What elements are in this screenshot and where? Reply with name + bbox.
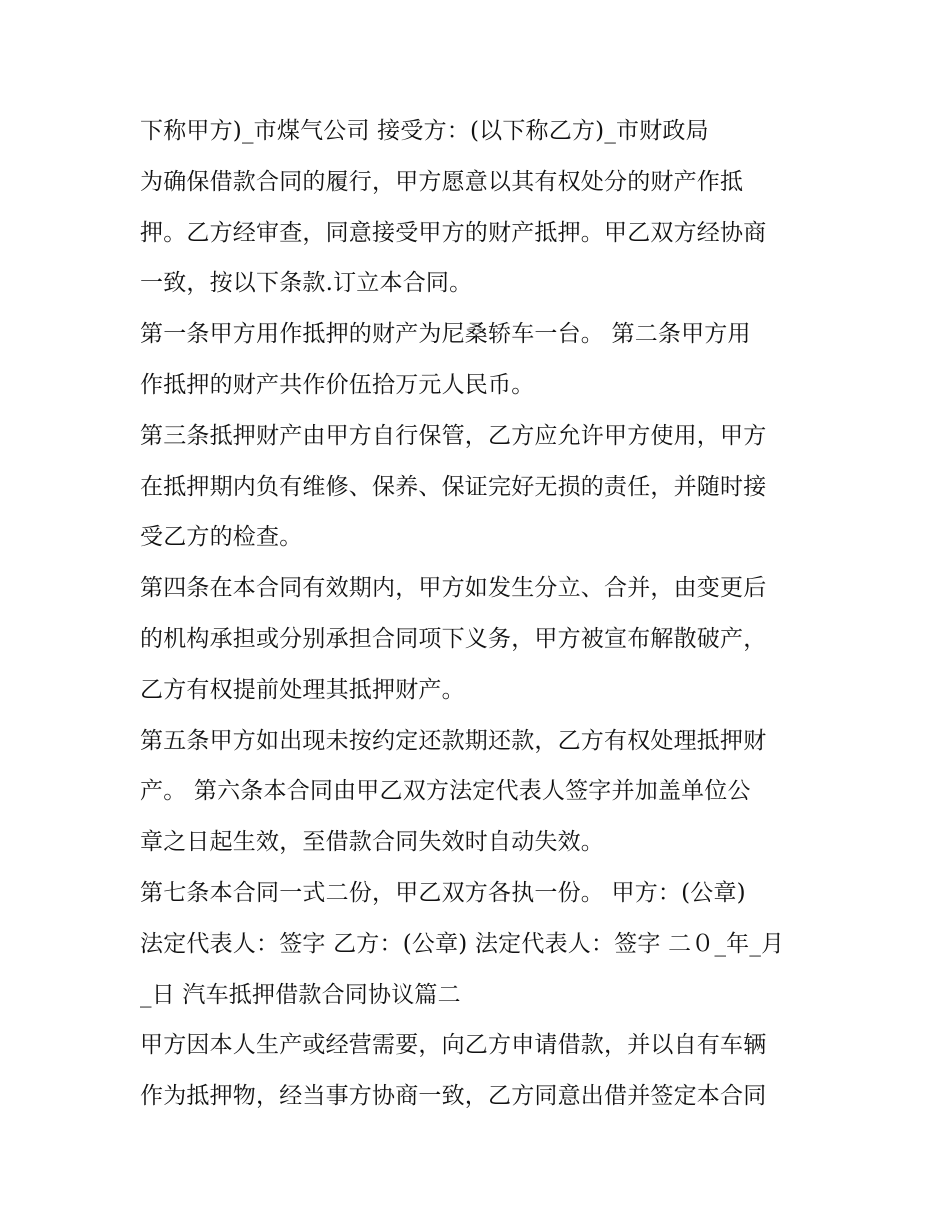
text-line: 受乙方的检查。 [140,524,303,551]
text-line: 第三条抵押财产由甲方自行保管，乙方应允许甲方使用，甲方 [140,422,767,449]
text-line: 乙方有权提前处理其抵押财产。 [140,676,465,703]
text-line: 的机构承担或分别承担合同项下义务，甲方被宣布解散破产， [140,625,767,652]
text-line: 在抵押期内负有维修、保养、保证完好无损的责任，并随时接 [140,473,767,500]
text-line: 第四条在本合同有效期内，甲方如发生分立、合并，由变更后 [140,575,767,602]
text-line: 第一条甲方用作抵押的财产为尼桑轿车一台。 第二条甲方用 [140,321,751,348]
text-line: 产。 第六条本合同由甲乙双方法定代表人签字并加盖单位公 [140,778,751,805]
text-line: 押。乙方经审查，同意接受甲方的财产抵押。甲乙双方经协商 [140,219,767,246]
text-line: 为确保借款合同的履行，甲方愿意以其有权处分的财产作抵 [140,168,744,195]
text-line: 作为抵押物，经当事方协商一致，乙方同意出借并签定本合同 [140,1083,767,1110]
text-line: 下称甲方)_市煤气公司 接受方：(以下称乙方)_市财政局 [140,118,709,144]
text-line: 一致，按以下条款.订立本合同。 [140,270,473,297]
text-line: 第五条甲方如出现未按约定还款期还款，乙方有权处理抵押财 [140,727,767,754]
text-line: 章之日起生效，至借款合同失效时自动失效。 [140,829,604,856]
text-line: 作抵押的财产共作价伍拾万元人民币。 [140,371,535,398]
text-line: _日 汽车抵押借款合同协议篇二 [140,981,461,1008]
text-line: 法定代表人：签字 乙方：(公章) 法定代表人：签字 二０_年_月 [140,930,785,957]
text-line: 甲方因本人生产或经营需要，向乙方申请借款，并以自有车辆 [140,1032,767,1059]
text-line: 第七条本合同一式二份，甲乙双方各执一份。 甲方：(公章) [140,879,746,906]
document-body [140,106,820,1122]
